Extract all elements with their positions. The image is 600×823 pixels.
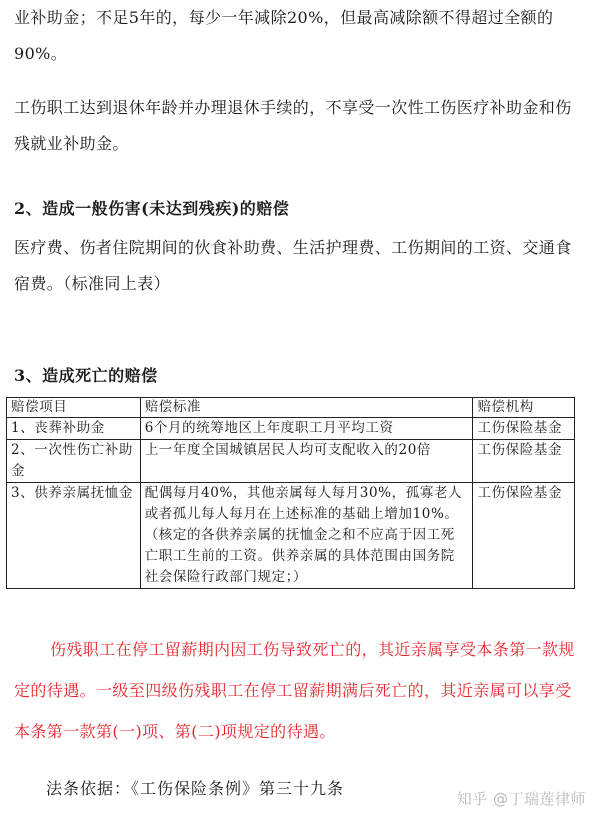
table-header-standard: 赔偿标准 <box>140 398 473 418</box>
death-note-paragraph: 伤残职工在停工留薪期内因工伤导致死亡的，其近亲属享受本条第一款规定的待遇。一级至四级伤残职工在停工留薪期满后死亡的，其近亲属可以享受本条第一款第(一)项、第(二)项规定的待遇。 <box>14 640 575 741</box>
compensation-table <box>6 397 575 589</box>
section-2-heading: 2、造成一般伤害(未达到残疾)的赔偿 <box>14 199 290 218</box>
table-header-row <box>7 398 575 418</box>
section-3-heading: 3、造成死亡的赔偿 <box>14 366 158 385</box>
table-row <box>7 418 575 440</box>
table-cell-agency: 工伤保险基金 <box>473 418 575 440</box>
table-cell-item: 3、供养亲属抚恤金 <box>7 483 141 589</box>
table-cell-standard: 上一年度全国城镇居民人均可支配收入的20倍 <box>140 440 473 483</box>
table-cell-item: 1、丧葬补助金 <box>7 418 141 440</box>
intro-paragraph-2: 工伤职工达到退休年龄并办理退休手续的，不享受一次性工伤医疗补助金和伤残就业补助金。 <box>14 98 572 153</box>
table-header-agency: 赔偿机构 <box>473 398 575 418</box>
table-row <box>7 483 575 589</box>
watermark: 知乎 @丁瑞莲律师 <box>456 790 586 808</box>
table-cell-standard: 配偶每月40%，其他亲属每人每月30%，孤寡老人或者孤儿每人每月在上述标准的基础上增加10%。（核定的各供养亲属的抚恤金之和不应高于因工死亡职工生前的工资。供养亲属的具体范围由国务院社会保险行政部门规定；） <box>140 483 473 589</box>
table-header-item: 赔偿项目 <box>7 398 141 418</box>
table-row <box>7 440 575 483</box>
table-cell-agency: 工伤保险基金 <box>473 440 575 483</box>
intro-paragraph-1: 业补助金；不足5年的，每少一年减除20%，但最高减除额不得超过全额的90%。 <box>14 8 554 63</box>
legal-basis: 法条依据：《工伤保险条例》第三十九条 <box>46 779 345 798</box>
table-cell-agency: 工伤保险基金 <box>473 483 575 589</box>
table-cell-standard: 6个月的统筹地区上年度职工月平均工资 <box>140 418 473 440</box>
table-cell-item: 2、一次性伤亡补助金 <box>7 440 141 483</box>
section-2-body: 医疗费、伤者住院期间的伙食补助费、生活护理费、工伤期间的工资、交通食宿费。（标准同上表） <box>14 238 572 293</box>
